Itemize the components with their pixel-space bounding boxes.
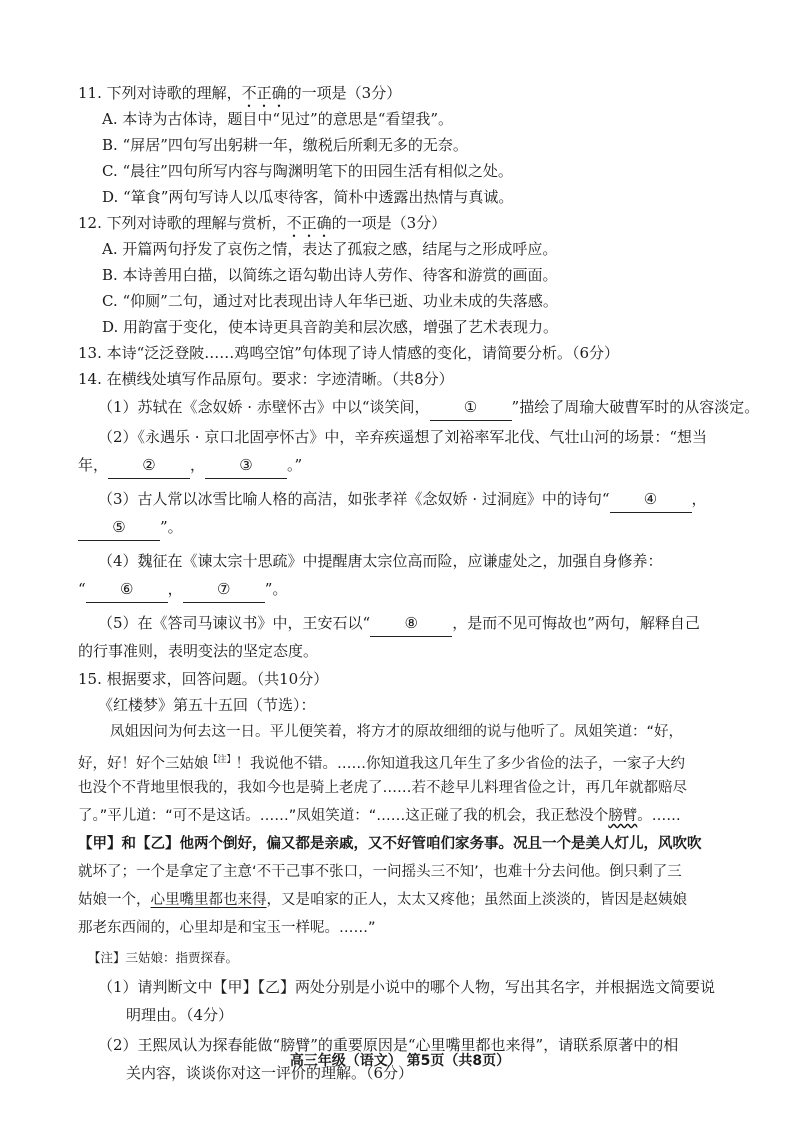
page-footer: 高三年级（语文） 第5页（共8页） — [289, 1053, 511, 1069]
passage-line-4: 了。”平儿道：“可不是这话。……”凤姐笑道：“……这正碰了我的机会，我正愁没个膀臂。…… — [78, 808, 681, 824]
q12-stem: 12. 下列对诗歌的理解与赏析，不正确的一项是（3分） — [78, 214, 447, 232]
q15-stem: 15. 根据要求，回答问题。（共10分） — [78, 670, 329, 688]
q12-option-a: A. 开篇两句抒发了哀伤之情，表达了孤寂之感，结尾与之形成呼应。 — [102, 240, 558, 258]
q12-option-c: C. “仰厕”二句，通过对比表现出诗人年华已逝、功业未成的失落感。 — [102, 292, 558, 310]
q14-item-5: （5）在《答司马谏议书》中，王安石以“ ⑧ ，是而不见可悔故也”两句，解释自己 — [78, 610, 732, 636]
note-marker: 【注】 — [208, 755, 236, 765]
annotation-note: 【注】三姑娘：指贾探春。 — [88, 950, 239, 965]
blank-8[interactable]: ⑧ — [370, 610, 452, 637]
q13-stem: 13. 本诗“泛泛登陂……鸡鸣空馆”句体现了诗人情感的变化，请简要分析。（6分） — [78, 344, 620, 362]
q14-item-1: （1）苏轼在《念奴娇 · 赤壁怀古》中以“谈笑间， ① ”描绘了周瑜大破曹军时的从容淡定。 — [78, 394, 732, 420]
q14-item-5-cont: 的行事准则，表明变法的坚定态度。 — [78, 642, 319, 660]
q11-option-c: C. “晨往”四句所写内容与陶渊明笔下的田园生活有相似之处。 — [102, 162, 513, 180]
blank-1[interactable]: ① — [430, 394, 512, 421]
q12-option-d: D. 用韵富于变化，使本诗更具音韵美和层次感，增强了艺术表现力。 — [102, 318, 559, 336]
blank-6[interactable]: ⑥ — [86, 576, 168, 603]
underlined-phrase: 心里嘴里都也来得 — [150, 892, 267, 908]
passage-line-6: 就坏了；一个是拿定了主意‘不干己事不张口，一问摇头三不知’，也难十分去问他。倒只剩了三 — [78, 864, 682, 880]
passage-line-3: 也没个不背地里恨我的，我如今也是骑上老虎了……若不趁早儿料理省俭之计，再几年就都赔尽 — [78, 780, 687, 796]
q15-passage — [78, 718, 732, 942]
q15-source: 《红楼梦》第五十五回（节选）： — [98, 696, 316, 714]
q11-option-b: B. “屏居”四句写出躬耕一年，缴税后所剩无多的无奈。 — [102, 136, 468, 154]
passage-line-5: 【甲】和【乙】他两个倒好，偏又都是亲戚，又不好管咱们家务事。况且一个是美人灯儿，风吹吹 — [78, 836, 702, 852]
q11-option-a: A. 本诗为古体诗，题目中“见过”的意思是“看望我”。 — [102, 110, 454, 128]
q12-option-b: B. 本诗善用白描，以简练之语勾勒出诗人劳作、待客和游赏的画面。 — [102, 266, 558, 284]
blank-2[interactable]: ② — [108, 452, 190, 479]
passage-line-7: 姑娘一个，心里嘴里都也来得，又是咱家的正人，太太又疼他；虽然面上淡淡的，皆因是赵姨娘 — [78, 892, 687, 908]
q14-item-2-cont: 年， ② ， ③ 。” — [78, 452, 732, 478]
passage-line-2: 好，好！好个三姑娘$^{【注】}$！我说他不错。……你知道我这几年生了多少省俭的法子，一家子大约 — [78, 755, 686, 772]
q14-item-2: （2）《永遇乐 · 京口北固亭怀古》中，辛弃疾遥想了刘裕率军北伐、气壮山河的场景：“想当 — [98, 428, 708, 446]
passage-line-1: 凤姐因问为何去这一日。平儿便笑着，将方才的原故细细的说与他听了。凤姐笑道：“好， — [110, 724, 684, 740]
blank-7[interactable]: ⑦ — [183, 576, 265, 603]
q14-item-3-cont: ⑤ ”。 — [78, 514, 732, 540]
passage-line-8: 那老东西闹的，心里却是和宝玉一样呢。……” — [78, 920, 376, 936]
q15-sub-1-cont: 明理由。（4分） — [126, 1006, 234, 1024]
q15-sub-1: （1）请判断文中【甲】【乙】两处分别是小说中的哪个人物，写出其名字，并根据选文简要说 — [98, 978, 716, 996]
q14-item-3: （3）古人常以冰雪比喻人格的高洁，如张孝祥《念奴娇 · 过洞庭》中的诗句“ ④ ， — [78, 486, 732, 512]
blank-3[interactable]: ③ — [205, 452, 287, 479]
blank-4[interactable]: ④ — [610, 486, 692, 513]
emphasis-not-correct: 不正确 — [241, 84, 287, 102]
q11-stem: 11. 下列对诗歌的理解，不正确的一项是（3分） — [78, 84, 402, 102]
underlined-bangbi: 膀臂 — [608, 808, 638, 824]
blank-5[interactable]: ⑤ — [78, 514, 160, 541]
q14-item-4-cont: “ ⑥ ， ⑦ ”。 — [78, 576, 732, 602]
q15-sub-2: （2）王熙凤认为探春能做“膀臂”的重要原因是“心里嘴里都也来得”，请联系原著中的相 — [98, 1036, 679, 1054]
q14-item-4: （4）魏征在《谏太宗十思疏》中提醒唐太宗位高而险，应谦虚处之，加强自身修养： — [98, 552, 663, 570]
q15-sub-2-cont: 关内容，谈谈你对这一评价的理解。（6分） — [126, 1064, 414, 1082]
q14-stem: 14. 在横线处填写作品原句。要求：字迹清晰。（共8分） — [78, 370, 454, 388]
emphasis-not-correct: 不正确 — [286, 214, 332, 232]
q11-option-d: D. “箪食”两句写诗人以瓜枣待客，简朴中透露出热情与真诚。 — [102, 188, 514, 206]
